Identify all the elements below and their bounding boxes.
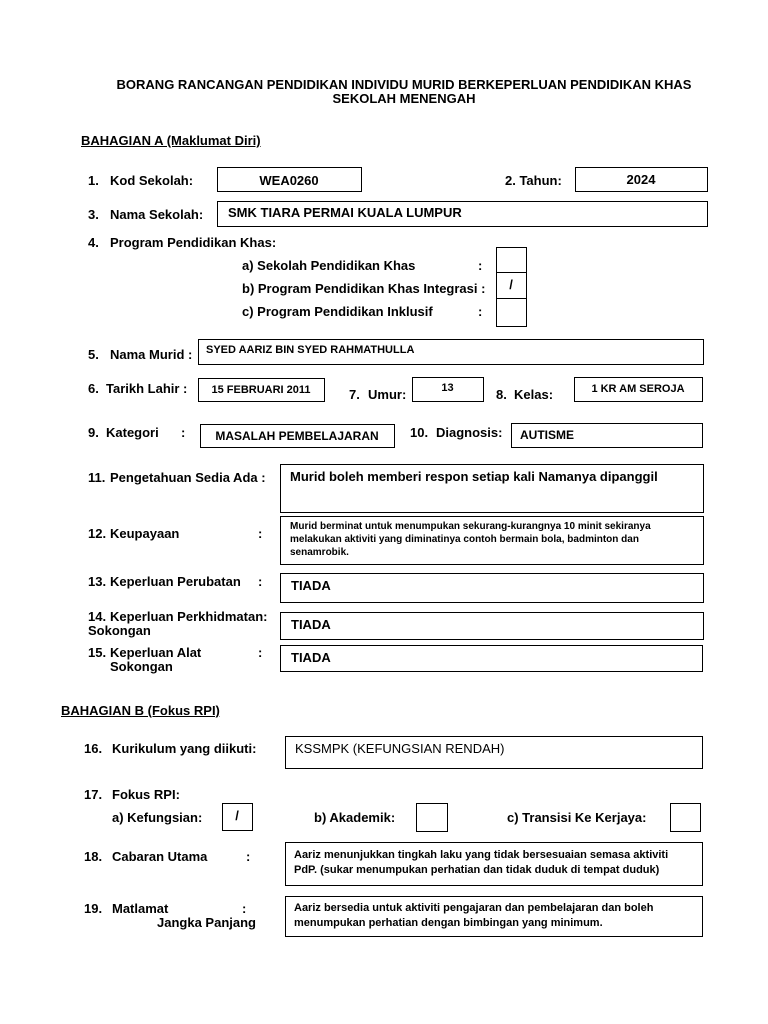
cabaran-field[interactable] (285, 842, 703, 886)
transisi-label: c) Transisi Ke Kerjaya: (507, 810, 647, 825)
form-title-line2: SEKOLAH MENENGAH (332, 91, 476, 106)
matlamat-label2: Jangka Panjang (157, 915, 256, 930)
field-number: 17. (84, 787, 103, 802)
tarikh-lahir-value: 15 FEBRUARI 2011 (211, 384, 311, 396)
kefungsian-label: a) Kefungsian: (112, 810, 203, 825)
kurikulum-label: Kurikulum yang diikuti: (112, 741, 257, 756)
cabaran-label: Cabaran Utama (112, 849, 208, 864)
section-a-heading: BAHAGIAN A (Maklumat Diri) (81, 133, 261, 148)
field-number: 9. (88, 425, 99, 440)
program-option-a-colon: : (478, 258, 483, 273)
field-number: 13. (88, 574, 107, 589)
field-number: 16. (84, 741, 103, 756)
kurikulum-field[interactable] (285, 736, 703, 769)
tarikh-lahir-label: Tarikh Lahir : (106, 381, 188, 396)
akademik-label: b) Akademik: (314, 810, 396, 825)
keperluan-perkhidmatan-value: TIADA (291, 617, 331, 632)
kategori-colon: : (181, 425, 186, 440)
diagnosis-label: Diagnosis: (436, 425, 503, 440)
tahun-value: 2024 (626, 172, 656, 187)
field-number: 3. (88, 207, 99, 222)
tahun-label: 2. Tahun: (505, 173, 562, 188)
keperluan-perubatan-colon: : (258, 574, 263, 589)
program-option-c-colon: : (478, 304, 483, 319)
kod-sekolah-label: Kod Sekolah: (110, 173, 194, 188)
umur-field[interactable] (412, 377, 484, 402)
form-title-line1: BORANG RANCANGAN PENDIDIKAN INDIVIDU MURID BERKEPERLUAN PENDIDIKAN KHAS (116, 77, 692, 92)
field-number: 10. (410, 425, 429, 440)
keupayaan-colon: : (258, 526, 263, 541)
kod-sekolah-value: WEA0260 (259, 173, 319, 188)
akademik-checkbox[interactable] (416, 803, 448, 832)
keperluan-perkhidmatan-label: Keperluan Perkhidmatan: (110, 609, 268, 624)
nama-sekolah-field[interactable] (217, 201, 708, 227)
keperluan-perubatan-field[interactable] (280, 573, 704, 603)
field-number: 8. (496, 387, 507, 402)
program-option-c-label: c) Program Pendidikan Inklusif (242, 304, 433, 319)
field-number: 4. (88, 235, 99, 250)
matlamat-colon: : (242, 901, 247, 916)
keupayaan-label: Keupayaan (110, 526, 180, 541)
tahun-field[interactable] (575, 167, 708, 192)
diagnosis-field[interactable] (511, 423, 703, 448)
field-number: 11. (88, 470, 106, 485)
keupayaan-field[interactable] (280, 516, 704, 565)
program-option-c-checkbox[interactable] (496, 298, 527, 327)
field-number: 15. (88, 645, 107, 660)
keperluan-alat-label: Keperluan Alat (110, 645, 202, 660)
kelas-label: Kelas: (514, 387, 554, 402)
kod-sekolah-field[interactable] (217, 167, 362, 192)
field-number: 12. (88, 526, 107, 541)
field-number: 14. (88, 609, 107, 624)
field-number: 19. (84, 901, 103, 916)
pengetahuan-field[interactable] (280, 464, 704, 513)
kefungsian-mark: / (235, 808, 239, 823)
field-number: 5. (88, 347, 99, 362)
keperluan-perkhidmatan-field[interactable] (280, 612, 704, 640)
nama-murid-field[interactable] (198, 339, 704, 365)
umur-label: Umur: (368, 387, 407, 402)
program-label: Program Pendidikan Khas: (110, 235, 277, 250)
matlamat-field[interactable] (285, 896, 703, 937)
keperluan-alat-value: TIADA (291, 650, 331, 665)
program-option-b-label: b) Program Pendidikan Khas Integrasi : (242, 281, 486, 296)
fokus-label: Fokus RPI: (112, 787, 180, 802)
program-option-a-checkbox[interactable] (496, 247, 527, 274)
cabaran-colon: : (246, 849, 251, 864)
keupayaan-value: Murid berminat untuk menumpukan sekurang-kurangnya 10 minit sekiranya melakukan aktiviti yang diminatinya contoh bermain bola, badminton dan senamrobik. (290, 521, 651, 558)
diagnosis-value: AUTISME (520, 428, 574, 442)
kefungsian-checkbox[interactable] (222, 803, 253, 831)
matlamat-value: Aariz bersedia untuk aktiviti pengajaran dan pembelajaran dan boleh menumpukan perhatian dengan bimbingan yang minimum. (294, 902, 654, 929)
field-number: 6. (88, 381, 99, 396)
keperluan-alat-colon: : (258, 645, 263, 660)
nama-sekolah-label: Nama Sekolah: (110, 207, 204, 222)
keperluan-alat-label2: Sokongan (110, 659, 173, 674)
transisi-checkbox[interactable] (670, 803, 701, 832)
section-b-heading: BAHAGIAN B (Fokus RPI) (61, 703, 220, 718)
field-number: 1. (88, 173, 99, 188)
program-option-b-mark: / (509, 277, 513, 292)
kategori-value: MASALAH PEMBELAJARAN (215, 429, 379, 443)
keperluan-alat-field[interactable] (280, 645, 703, 672)
program-option-a-label: a) Sekolah Pendidikan Khas (242, 258, 416, 273)
tarikh-lahir-field[interactable] (198, 378, 325, 402)
program-option-b-checkbox[interactable] (496, 272, 527, 300)
keperluan-perkhidmatan-label2: Sokongan (88, 623, 151, 638)
nama-murid-label: Nama Murid : (110, 347, 193, 362)
kategori-label: Kategori (106, 425, 159, 440)
keperluan-perubatan-value: TIADA (291, 578, 331, 593)
kategori-field[interactable] (200, 424, 395, 448)
nama-sekolah-value: SMK TIARA PERMAI KUALA LUMPUR (228, 205, 462, 220)
umur-value: 13 (441, 382, 454, 394)
nama-murid-value: SYED AARIZ BIN SYED RAHMATHULLA (206, 344, 415, 356)
field-number: 18. (84, 849, 103, 864)
keperluan-perubatan-label: Keperluan Perubatan (110, 574, 241, 589)
pengetahuan-value: Murid boleh memberi respon setiap kali Namanya dipanggil (290, 469, 658, 484)
matlamat-label: Matlamat (112, 901, 169, 916)
kelas-value: 1 KR AM SEROJA (591, 383, 685, 395)
kelas-field[interactable] (574, 377, 703, 402)
cabaran-value: Aariz menunjukkan tingkah laku yang tidak bersesuaian semasa aktiviti PdP. (sukar menumpukan perhatian dan tidak duduk di tempat duduk) (294, 849, 669, 876)
field-number: 7. (349, 387, 360, 402)
pengetahuan-label: Pengetahuan Sedia Ada : (110, 470, 266, 485)
kurikulum-value: KSSMPK (KEFUNGSIAN RENDAH) (295, 741, 505, 756)
